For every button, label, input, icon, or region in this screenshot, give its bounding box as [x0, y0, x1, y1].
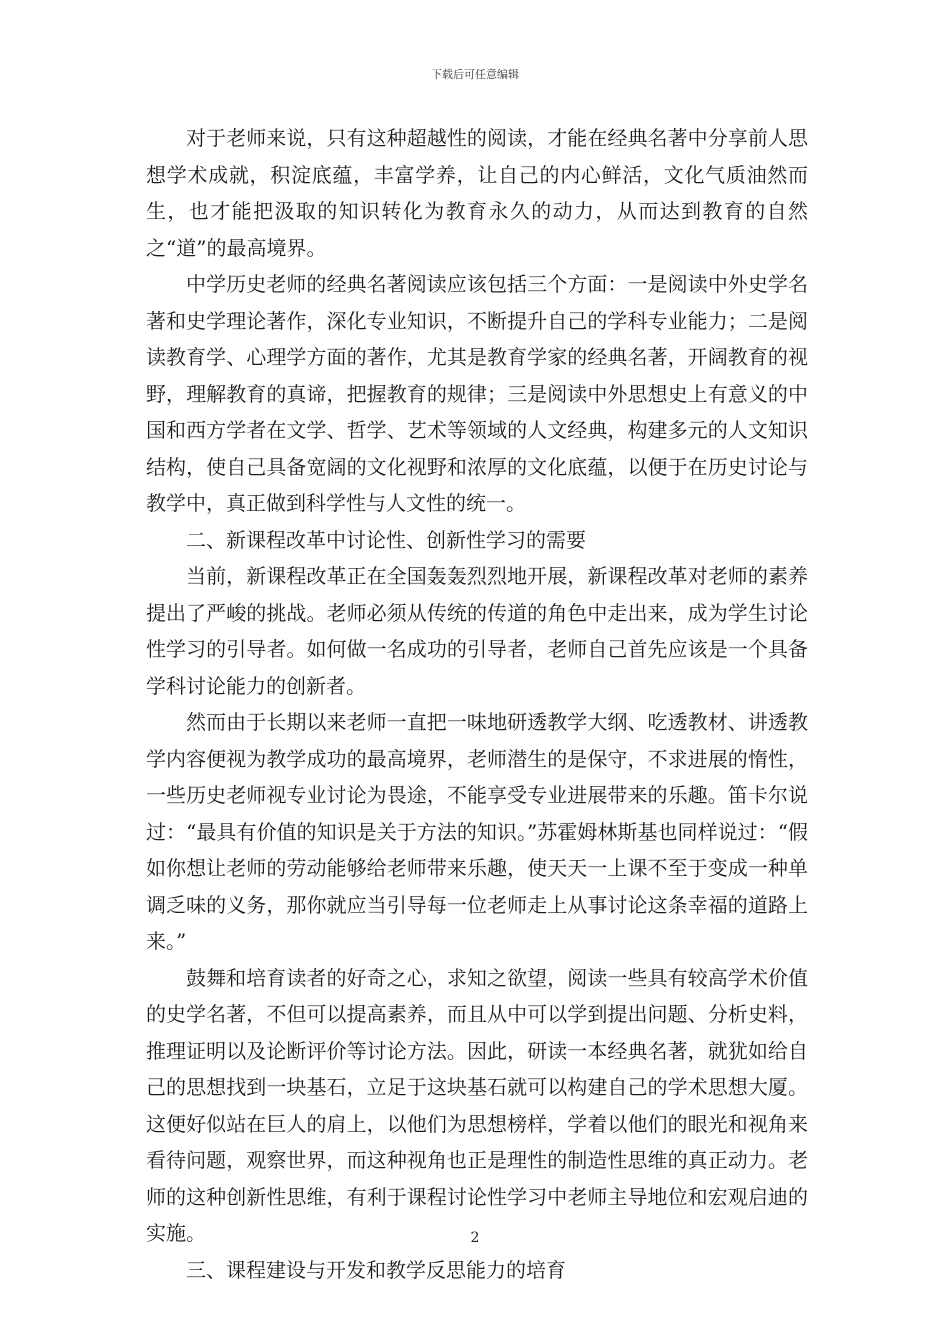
page-number: 2	[470, 1230, 480, 1246]
paragraph-1: 对于老师来说，只有这种超越性的阅读，才能在经典名著中分享前人思想学术成就，积淀底蕴，丰富学养，让自己的内心鲜活，文化气质油然而生，也才能把汲取的知识转化为教育永久的动力，从而达到教育的自然之“道”的最高境界。	[146, 126, 808, 260]
section-heading-2: 二、新课程改革中讨论性、创新性学习的需要	[186, 527, 586, 552]
page-header: 下载后可任意编辑	[431, 68, 519, 81]
paragraph-2: 中学历史老师的经典名著阅读应该包括三个方面：一是阅读中外史学名著和史学理论著作，深化专业知识，不断提升自己的学科专业能力；二是阅读教育学、心理学方面的著作，尤其是教育学家的经典名著，开阔教育的视野，理解教育的真谛，把握教育的规律；三是阅读中外思想史上有意义的中国和西方学者在文学、哲学、艺术等领域的人文经典，构建多元的人文知识结构，使自己具备宽阔的文化视野和浓厚的文化底蕴，以便于在历史讨论与教学中，真正做到科学性与人文性的统一。	[146, 272, 808, 515]
section-heading-3: 三、课程建设与开发和教学反思能力的培育	[186, 1257, 566, 1282]
paragraph-3: 当前，新课程改革正在全国轰轰烈烈地开展，新课程改革对老师的素养提出了严峻的挑战。老师必须从传统的传道的角色中走出来，成为学生讨论性学习的引导者。如何做一名成功的引导者，老师自己首先应该是一个具备学科讨论能力的创新者。	[146, 564, 808, 698]
paragraph-5: 鼓舞和培育读者的好奇之心，求知之欲望，阅读一些具有较高学术价值的史学名著，不但可以提高素养，而且从中可以学到提出问题、分析史料，推理证明以及论断评价等讨论方法。因此，研读一本经典名著，就犹如给自己的思想找到一块基石，立足于这块基石就可以构建自己的学术思想大厦。这便好似站在巨人的肩上，以他们为思想榜样，学着以他们的眼光和视角来看待问题，观察世界，而这种视角也正是理性的制造性思维的真正动力。老师的这种创新性思维，有利于课程讨论性学习中老师主导地位和宏观启迪的实施。	[146, 965, 808, 1245]
paragraph-4: 然而由于长期以来老师一直把一味地研透教学大纲、吃透教材、讲透教学内容便视为教学成功的最高境界，老师潜生的是保守，不求进展的惰性，一些历史老师视专业讨论为畏途，不能享受专业进展带来的乐趣。笛卡尔说过：“最具有价值的知识是关于方法的知识。”苏霍姆林斯基也同样说过：“假如你想让老师的劳动能够给老师带来乐趣，使天天一上课不至于变成一种单调乏味的义务，那你就应当引导每一位老师走上从事讨论这条幸福的道路上来。”	[146, 710, 808, 953]
document-body	[146, 120, 808, 1288]
